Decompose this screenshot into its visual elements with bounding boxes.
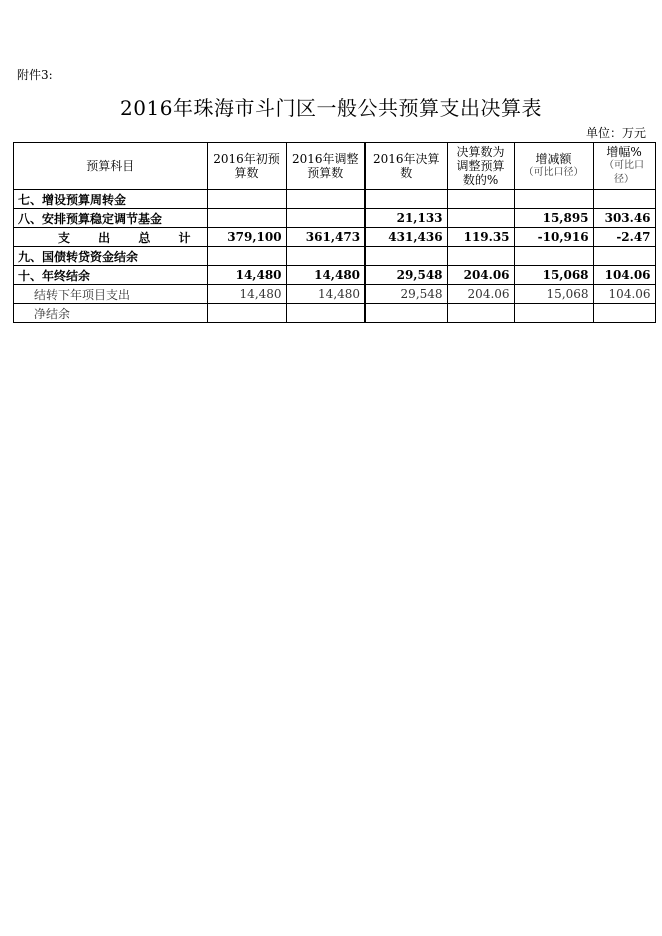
- row-adjusted: 361,473: [286, 228, 365, 247]
- row-rate: 104.06: [593, 285, 655, 304]
- table-row-total: [14, 228, 656, 247]
- budget-table: [13, 142, 656, 323]
- row-subject: 结转下年项目支出: [14, 285, 208, 304]
- row-change: 15,068: [514, 285, 593, 304]
- row-initial: 379,100: [207, 228, 286, 247]
- row-initial: 14,480: [207, 285, 286, 304]
- row-ratio: [447, 247, 514, 266]
- header-change-amount: [514, 143, 593, 190]
- row-subject: 九、国债转贷资金结余: [14, 247, 208, 266]
- header-subject: 预算科目: [14, 143, 208, 190]
- row-subject: 八、安排预算稳定调节基金: [14, 209, 208, 228]
- header-final-account: 2016年决算数: [365, 143, 447, 190]
- row-adjusted: [286, 247, 365, 266]
- header-change-rate-note: （可比口径）: [604, 160, 645, 185]
- row-rate: [593, 304, 655, 323]
- table-row: [14, 304, 656, 323]
- row-subject: 支 出 总 计: [14, 228, 208, 247]
- row-subject: 七、增设预算周转金: [14, 190, 208, 209]
- row-adjusted: [286, 190, 365, 209]
- row-change: [514, 304, 593, 323]
- row-rate: [593, 247, 655, 266]
- row-rate: -2.47: [593, 228, 655, 247]
- row-initial: [207, 247, 286, 266]
- row-initial: [207, 304, 286, 323]
- table-row: [14, 247, 656, 266]
- table-row: [14, 285, 656, 304]
- row-initial: 14,480: [207, 266, 286, 285]
- row-change: -10,916: [514, 228, 593, 247]
- row-ratio: [447, 304, 514, 323]
- row-final: 29,548: [365, 266, 447, 285]
- row-ratio: [447, 209, 514, 228]
- row-change: 15,068: [514, 266, 593, 285]
- row-final: [365, 304, 447, 323]
- row-change: [514, 190, 593, 209]
- header-ratio: 决算数为调整预算数的%: [447, 143, 514, 190]
- row-initial: [207, 209, 286, 228]
- row-change: [514, 247, 593, 266]
- header-change-amount-label: 增减额: [535, 152, 572, 166]
- row-ratio: 119.35: [447, 228, 514, 247]
- unit-label: 单位：万元: [585, 126, 646, 140]
- row-final: 431,436: [365, 228, 447, 247]
- attachment-label: 附件3:: [17, 68, 53, 82]
- row-rate: 104.06: [593, 266, 655, 285]
- header-initial-budget: 2016年初预算数: [207, 143, 286, 190]
- table-row: [14, 190, 656, 209]
- row-change: 15,895: [514, 209, 593, 228]
- header-change-rate-label: 增幅%: [606, 145, 642, 159]
- row-final: [365, 190, 447, 209]
- row-rate: [593, 190, 655, 209]
- row-final: [365, 247, 447, 266]
- table-row: [14, 209, 656, 228]
- row-subject: 十、年终结余: [14, 266, 208, 285]
- row-adjusted: 14,480: [286, 266, 365, 285]
- row-adjusted: 14,480: [286, 285, 365, 304]
- row-ratio: [447, 190, 514, 209]
- row-final: 21,133: [365, 209, 447, 228]
- row-subject: 净结余: [14, 304, 208, 323]
- header-change-amount-note: （可比口径）: [523, 167, 584, 178]
- row-ratio: 204.06: [447, 285, 514, 304]
- header-change-rate: [593, 143, 655, 190]
- row-adjusted: [286, 304, 365, 323]
- table-header-row: [14, 143, 656, 190]
- row-initial: [207, 190, 286, 209]
- row-ratio: 204.06: [447, 266, 514, 285]
- row-rate: 303.46: [593, 209, 655, 228]
- table-row: [14, 266, 656, 285]
- header-adjusted-budget: 2016年调整预算数: [286, 143, 365, 190]
- page-title: 2016年珠海市斗门区一般公共预算支出决算表: [120, 96, 542, 120]
- row-final: 29,548: [365, 285, 447, 304]
- row-adjusted: [286, 209, 365, 228]
